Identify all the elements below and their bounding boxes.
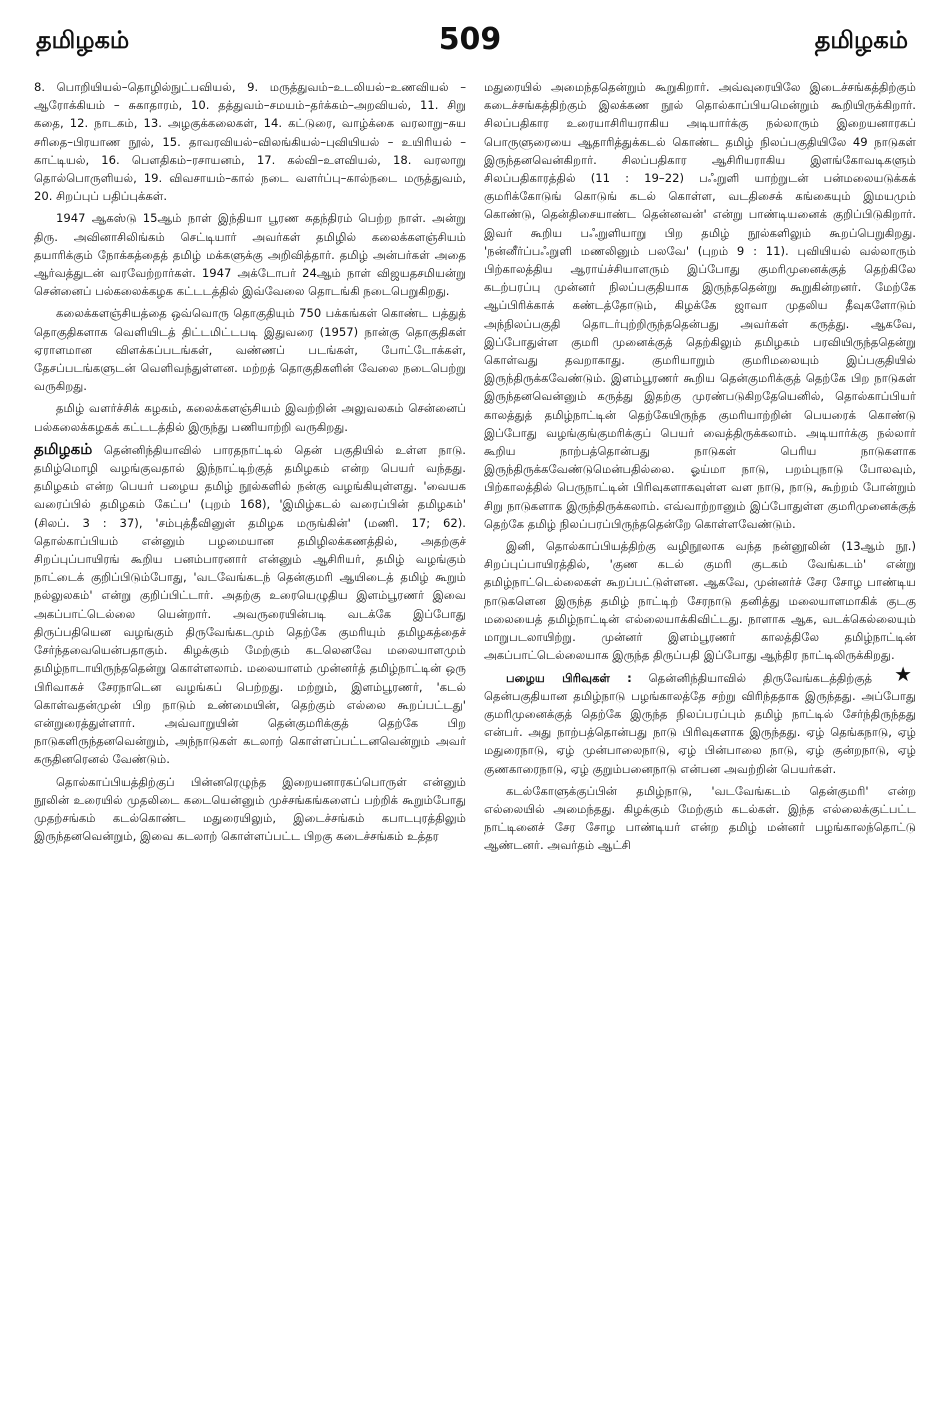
paragraph: கலைக்களஞ்சியத்தை ஒவ்வொரு தொகுதியும் 750 பக்கங்கள் கொண்ட பத்துத் தொகுதிகளாக வெளியிடத் திட்டமிட்டபடி இதுவரை (1957) நான்கு தொகுதிகள் ஏராளமான விளக்கப்படங்கள், வண்ணப் படங்கள், போட்டோக்கள், தேசப்படங்களுடன் வெளிவந்துள்ளன. மற்றத் தொகுதிகளின் வேலை நடைபெற்று வருகிறது. bbox=[34, 306, 466, 394]
entry-text: தென்னிந்தியாவில் பாரதநாட்டில் தென் பகுதியில் உள்ள நாடு. தமிழ்மொழி வழங்குவதால் இந்நாட்டிற்குத் தமிழகம் என்ற பெயர் வந்தது. தமிழகம் என்ற பெயர் பழைய தமிழ் நூல்களில் நன்கு வழங்கியுள்ளது. 'வையக வரைப்பில் தமிழகம் கேட்ப' (புறம் 168), 'இமிழ்கடல் வரைப்பின் தமிழகம்' (சிலப். 3 : 37), 'சம்புத்தீவினுள் தமிழக மருங்கின்' (மணி. 17; 62). தொல்காப்பியம் என்னும் பழமையான தமிழிலக்கணத்தில், அதற்குச் சிறப்புப்பாயிரங் கூறிய பனம்பாரனார் என்னும் ஆசிரியர், தமிழ் வழங்கும் நாட்டைக் குறிப்பிடும்போது, 'வடவேங்கடந் தென்குமரி ஆயிடைத் தமிழ் கூறும் நல்லுலகம்' என்று குறிப்பிட்டார். அதற்கு உரையெழுதிய இளம்பூரணர் இவை அகப்பாட்டெல்லை யென்றார். அவருரையின்படி வடக்கே இப்போது திருப்பதியென வழங்கும் திருவேங்கடமும் தெற்கே குமரியும் தமிழகத்தைச் சேர்ந்தவையென்பதாகும். கிழக்கும் மேற்கும் கடலெனவே மலையாளமும் தமிழ்நாடாயிருந்ததென்று கொள்ளலாம். மலையாளம் முன்னர்த் தமிழ்நாட்டின் ஒரு பிரிவாகச் சேரநாடென வழங்கப் பெற்றது. மற்றும், இளம்பூரணர், 'கடல் கொள்வதன்முன் பிற நாடும் உண்மையின், தெற்கும் எல்லை கூறப்பட்டது' என்றுரைத்துள்ளார். அவ்வாறுயின் தென்குமரிக்குத் தெற்கே பிற நாடுகளிருந்தனவென்றும், அந்நாடுகள் கடலாற் கொள்ளப்பட்டனவென்றும் அவர் கருதினரெனல் வேண்டும். bbox=[34, 442, 466, 767]
entry-title: தமிழகம் bbox=[34, 439, 93, 458]
paragraph: 1947 ஆகஸ்டு 15ஆம் நாள் இந்தியா பூரண சுதந்திரம் பெற்ற நாள். அன்று திரு. அவினாசிலிங்கம் செட்டியார் அவர்கள் தமிழில் கலைக்களஞ்சியம் தயாரிக்கும் நோக்கத்தைத் தமிழ் மக்களுக்கு அறிவித்தார். தமிழ் அன்பர்கள் அதை ஆர்வத்துடன் வரவேற்றார்கள். 1947 அக்டோபர் 24ஆம் நாள் விஜயதசமியன்று சென்னைப் பல்கலைக்கழக கட்டடத்தில் இவ்வேலை தொடங்கி நடைபெறுகிறது. bbox=[34, 211, 466, 299]
paragraph: 8. பொறியியல்–தொழில்நுட்பவியல், 9. மருத்துவம்–உடலியல்–உணவியல் – ஆரோக்கியம் – சுகாதாரம், 10. தத்துவம்–சமயம்–தர்க்கம்–அறவியல், 11. சிறு கதை, 12. நாடகம், 13. அழகுக்கலைகள், 14. கட்டுரை, வாழ்க்கை வரலாறு–சுய சரிதை–பிரயாண நூல், 15. தாவரவியல்–விலங்கியல்–புவியியல் – உயிரியல் – காட்டியல், 16. பௌதிகம்–ரசாயனம், 17. கல்வி–உளவியல், 18. வரலாறு தொல்பொருளியல், 19. விவசாயம்–கால் நடை வளர்ப்பு–கால்நடை மருத்துவம், 20. சிறப்புப் பதிப்புக்கள். bbox=[34, 80, 466, 204]
entry-paragraph bbox=[34, 440, 466, 769]
paragraph: தமிழ் வளர்ச்சிக் கழகம், கலைக்களஞ்சியம் இவற்றின் அலுவலகம் சென்னைப் பல்கலைக்கழகக் கட்டடத்தில் இருந்து பணியாற்றி வருகிறது. bbox=[34, 401, 466, 434]
paragraph-text: இனி, தொல்காப்பியத்திற்கு வழிநூலாக வந்த நன்னூலின் (13ஆம் நூ.) சிறப்புப்பாயிரத்தில், 'குண கடல் குமரி குடகம் வேங்கடம்' என்று தமிழ்நாட்டெல்லைகள் கூறப்பட்டுள்ளன. ஆகவே, முன்னர்ச் சேர சோழ பாண்டிய நாடுகளென இருந்த தமிழ் நாட்டிற் சேரநாடு தனித்து மலையாளமாகிக் குடகு மலையைத் தமிழ்நாட்டின் எல்லையாக்கிவிட்டது. நாளாக ஆக, வடக்கெல்லையும் மாறுபடலாயிற்று. முன்னர் இளம்பூரணர் காலத்திலே தமிழ்நாட்டின் அகப்பாட்டெல்லையாக இருந்த திருப்பதி இப்போது ஆந்திர நாட்டிலிருக்கிறது. bbox=[484, 539, 916, 663]
running-head-left: தமிழகம் bbox=[36, 26, 130, 54]
star-icon: ★ bbox=[894, 661, 912, 686]
left-column bbox=[34, 78, 466, 849]
running-head-right: தமிழகம் bbox=[814, 26, 908, 54]
right-column bbox=[484, 78, 916, 859]
subsection-title: பழைய பிரிவுகள் : bbox=[506, 670, 632, 685]
subsection-paragraph bbox=[484, 669, 916, 778]
page-number: 509 bbox=[438, 22, 502, 57]
paragraph: மதுரையில் அமைந்ததென்றும் கூறுகிறார். அவ்வுரையிலே இடைச்சங்கத்திற்கும் கடைச்சங்கத்திற்கும் இலக்கண நூல் தொல்காப்பியமென்றும் கூறியிருக்கிறார். சிலப்பதிகார உரையாசிரியராகிய அடியார்க்கு நல்லாரும் இறையனாரகப் பொருளுரையை ஆதாரித்துக்கடல் கொண்ட தமிழ் நிலப்பகுதியிலே 49 நாடுகள் இருந்தனவென்கிறார். சிலப்பதிகார ஆசிரியராகிய இளங்கோவடிகளும் சிலப்பதிகாரத்தில் (11 : 19–22) பஃறுளி யாற்றுடன் பன்மலையடுக்கக் குமரிக்கோடுங் கொடுங் கடல் கொள்ள, வடதிசைக் கங்கையும் இமயமும் கொண்டு, தென்திசையாண்ட தென்னவன்' என்று பாண்டியனைக் குறிப்பிடுகிறார். இவர் கூறிய பஃறுளியாறு பிற தமிழ் நூல்களிலும் கூறப்பெறுகிறது. 'நன்னீர்ப்பஃறுளி மணலினும் பலவே' (புறம் 9 : 11). புவியியல் வல்லாரும் பிற்காலத்திய ஆராய்ச்சியாளரும் இப்போது குமரிமுனைக்குத் தெற்கிலே கடற்பரப்பு முன்னர் நிலப்பகுதியாக இருந்ததென்று கூறுகின்றனர். மேற்கே ஆப்பிரிக்காக் கண்டத்தோடும், கிழக்கே ஜாவா முதலிய தீவுகளோடும் அந்நிலப்பகுதி தொடர்புற்றிருந்ததென்பது அவர்கள் கருத்து. ஆகவே, இப்போதுள்ள குமரி முனைக்குத் தெற்கிலும் தமிழகம் பரவியிருந்ததென்று கொள்வது தவறாகாது. குமரியாறும் குமரிமலையும் இப்பகுதியில் இருந்திருக்கவேண்டும். இளம்பூரணர் கூறிய தென்குமரிக்குத் தெற்கே பிற நாடுகள் இருந்தனவென்னும் கருத்து இதற்கு முரண்படுகிறதேயெனில், தொல்காப்பியர் காலத்துத் தமிழ்நாட்டின் தெற்கேயிருந்த குமரியாற்றின் பெயரைக் கொண்டு இப்போது வழங்குங்குமரிக்குப் பெயர் வைத்திருக்கலாம். அடியார்க்கு நல்லார் கூறிய நாற்பத்தொன்பது நாடுகள் பெரிய நாடுகளாக இருந்திருக்கவேண்டுமென்பதில்லை. ஓய்மா நாடு, பறம்புநாடு போலவும், பிற்காலத்தில் பெருநாட்டின் பிரிவுகளாகவுள்ள வள நாடு, நாடு, கூற்றம் போன்றும் சிறு நாடுகளாக இருந்திருக்கலாம். எவ்வாற்றானும் இப்போதுள்ள குமரிமுனைக்குத் தெற்கே தமிழ் நிலப்பரப்பிருந்ததென்றே கொள்ளவேண்டும். bbox=[484, 80, 916, 531]
subsection-text: தென்னிந்தியாவில் திருவேங்கடத்திற்குத் தென்பகுதியான தமிழ்நாடு பழங்காலத்தே சற்று விரிந்ததாக இருந்தது. அப்போது குமரிமுனைக்குத் தெற்கே இருந்த நிலப்பரப்பும் தமிழ் நாட்டில் சேர்ந்திருந்தது என்பர். அது நாற்பத்தொன்பது நாடு பிரிவுகளாக இருந்தது. ஏழ் தெங்கநாடு, ஏழ் மதுரைநாடு, ஏழ் முன்பாலைநாடு, ஏழ் பின்பாலை நாடு, ஏழ் குன்றநாடு, ஏழ் குணகாரைநாடு, ஏழ் குறும்பனைநாடு என்பன அவற்றின் பெயர்கள். bbox=[484, 670, 916, 776]
page-header bbox=[0, 0, 940, 70]
paragraph: கடல்கோளுக்குப்பின் தமிழ்நாடு, 'வடவேங்கடம் தென்குமரி' என்ற எல்லையில் அமைந்தது. கிழக்கும் மேற்கும் கடல்கள். இந்த எல்லைக்குட்பட்ட நாட்டினைச் சேர சோழ பாண்டியர் என்ற தமிழ் மன்னர் பழங்காலந்தொட்டு ஆண்டனர். அவர்தம் ஆட்சி bbox=[484, 783, 916, 853]
paragraph: தொல்காப்பியத்திற்குப் பின்னரெழுந்த இறையனாரகப்பொருள் என்னும் நூலின் உரையில் முதலிடை கடையென்னும் முச்சங்கங்களைப் பற்றிக் கூறும்போது முதற்சங்கம் கடல்கொண்ட மதுரையிலும், இடைச்சங்கம் கபாடபுரத்திலும் இருந்தனவென்றும், இவை கடலாற் கொள்ளப்பட்ட பிறகு கடைச்சங்கம் உத்தர bbox=[34, 774, 466, 844]
